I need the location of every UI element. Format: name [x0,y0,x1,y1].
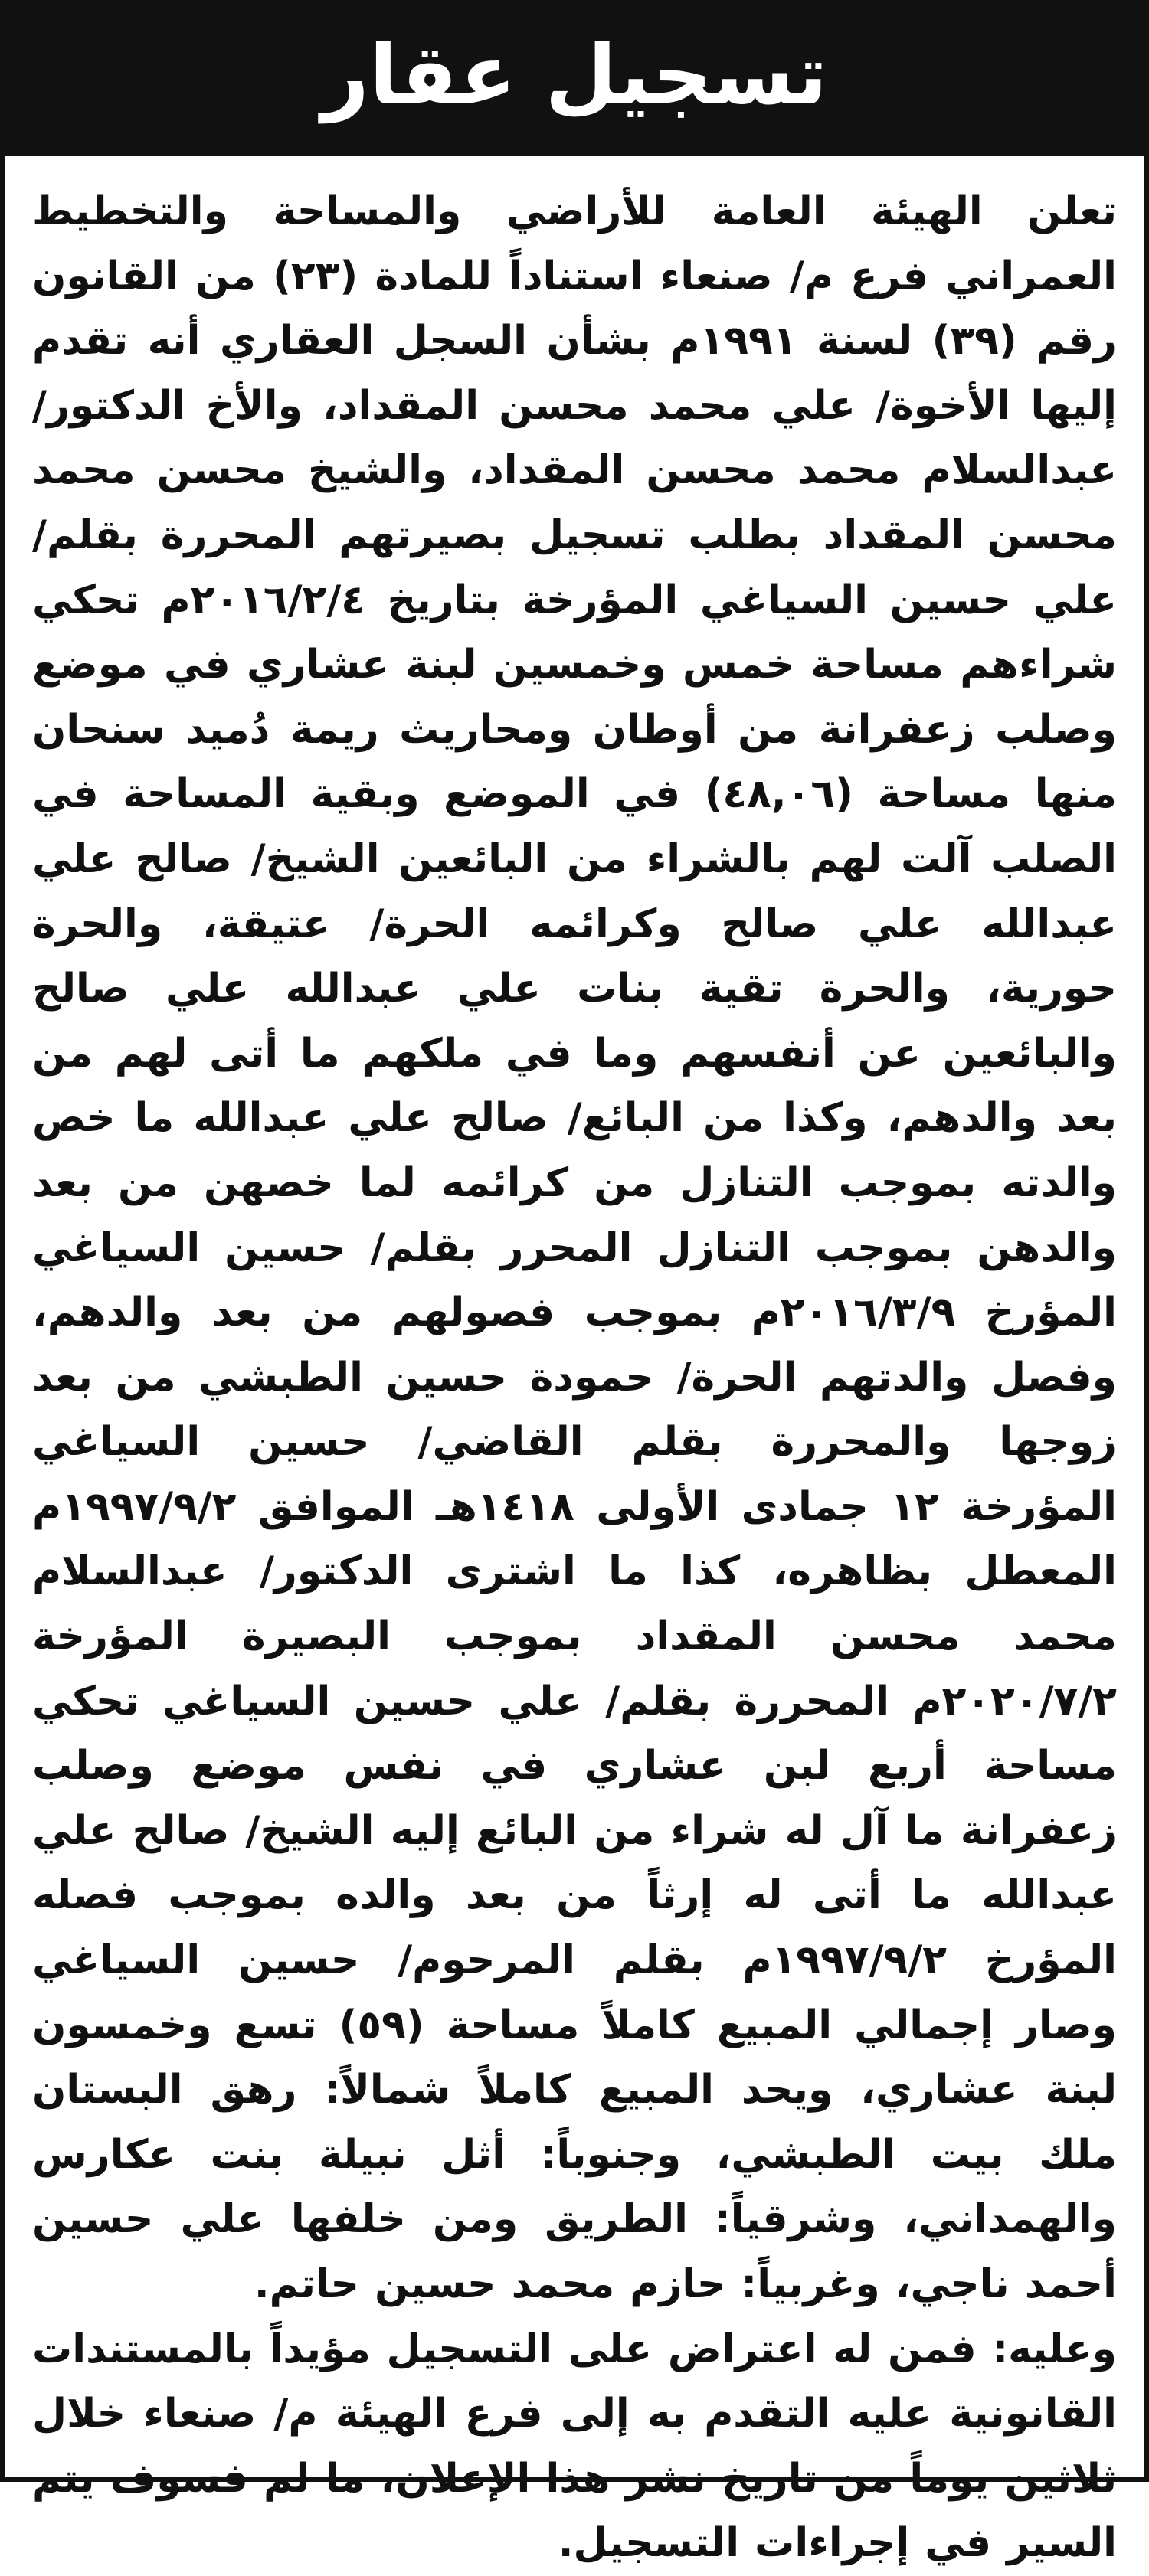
notice-title: تسجيل عقار [321,28,828,123]
notice-paragraph-main: تعلن الهيئة العامة للأراضي والمساحة والتخطيط العمراني فرع م/ صنعاء استناداً للمادة (٢٣) من القانون رقم (٣٩) لسنة ١٩٩١م بشأن السجل العقاري أنه تقدم إليها الأخوة/ علي محمد محسن المقداد، والأخ الدكتور/ عبدالسلام محمد محسن المقداد، والشيخ محسن محمد محسن المقداد بطلب تسجيل بصيرتهم المحررة بقلم/ علي حسين السياغي المؤرخة بتاريخ ٢٠١٦/٢/٤م تحكي شراءهم مساحة خمس وخمسين لبنة عشاري في موضع وصلب زعفرانة من أوطان ومحاريث ريمة دُميد سنحان منها مساحة (٤٨,٠٦) في الموضع وبقية المساحة في الصلب آلت لهم بالشراء من البائعين الشيخ/ صالح علي عبدالله علي صالح وكرائمه الحرة/ عتيقة، والحرة حورية، والحرة تقية بنات علي عبدالله علي صالح والبائعين عن أنفسهم وما في ملكهم ما أتى لهم من بعد والدهم، وكذا من البائع/ صالح علي عبدالله ما خص والدته بموجب التنازل من كرائمه لما خصهن من بعد والدهن بموجب التنازل المحرر بقلم/ حسين السياغي المؤرخ ٢٠١٦/٣/٩م بموجب فصولهم من بعد والدهم، وفصل والدتهم الحرة/ حمودة حسين الطبشي من بعد زوجها والمحررة بقلم القاضي/ حسين السياغي المؤرخة ١٢ جمادى الأولى ١٤١٨هـ الموافق ١٩٩٧/٩/٢م المعطل بظاهره، كذا ما اشترى الدكتور/ عبدالسلام محمد محسن المقداد بموجب البصيرة المؤرخة ٢٠٢٠/٧/٢م المحررة بقلم/ علي حسين السياغي تحكي مساحة أربع لبن عشاري في نفس موضع وصلب زعفرانة ما آل له شراء من البائع إليه الشيخ/ صالح علي عبدالله ما أتى له إرثاً من بعد والده بموجب فصله المؤرخ ١٩٩٧/٩/٢م بقلم المرحوم/ حسين السياغي وصار إجمالي المبيع كاملاً مساحة (٥٩) تسع وخمسون لبنة عشاري، ويحد المبيع كاملاً شمالاً: رهق البستان ملك بيت الطبشي، وجنوباً: أثل نبيلة بنت عكارس والهمداني، وشرقياً: الطريق ومن خلفها علي حسين أحمد ناجي، وغربياً: حازم محمد حسين حاتم. [32,188,1118,2307]
notice-paragraph-objection: وعليه: فمن له اعتراض على التسجيل مؤيداً بالمستندات القانونية عليه التقدم به إلى فرع الهيئة م/ صنعاء خلال ثلاثين يوماً من تاريخ نشر هذا الإعلان، ما لم فسوف يتم السير في إجراءات التسجيل. [32,2326,1117,2567]
notice-body [32,179,1118,2567]
title-bar [5,5,1144,156]
